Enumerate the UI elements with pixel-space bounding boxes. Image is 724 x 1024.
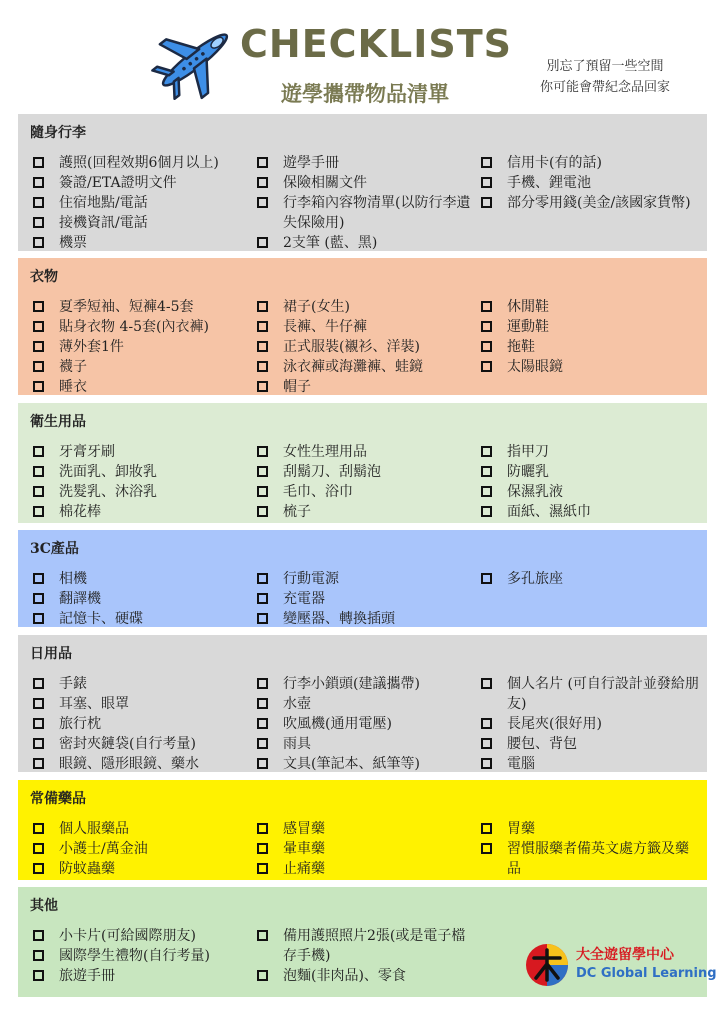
checklist-item [254, 462, 478, 482]
checklist-item-label: 住宿地點/電話 [59, 195, 148, 211]
checklist-item [254, 609, 478, 629]
checklist-item [30, 609, 254, 629]
checklist-item-label: 面紙、濕紙巾 [507, 504, 591, 520]
checkbox[interactable] [257, 301, 268, 312]
checkbox[interactable] [257, 157, 268, 168]
checklist-item-label: 行李小鎖頭(建議攜帶) [283, 676, 420, 692]
checklist-item-label: 行動電源 [283, 571, 339, 587]
checkbox[interactable] [33, 823, 44, 834]
checklist-item [30, 317, 254, 337]
checkbox[interactable] [481, 321, 492, 332]
checkbox[interactable] [33, 930, 44, 941]
checklist-column [30, 442, 254, 522]
page-header [0, 0, 724, 112]
checkbox[interactable] [33, 843, 44, 854]
checkbox[interactable] [257, 613, 268, 624]
checklist-item [30, 819, 254, 839]
brand-name-en: DC Global Learning [576, 966, 717, 981]
checkbox[interactable] [33, 506, 44, 517]
checklist-item-label: 水壺 [283, 696, 311, 712]
checklist-item [478, 153, 702, 173]
checklist-item-label: 感冒藥 [283, 821, 325, 837]
checkbox[interactable] [33, 361, 44, 372]
checkbox[interactable] [33, 197, 44, 208]
checklist-item [30, 442, 254, 462]
checklist-item [30, 462, 254, 482]
checkbox[interactable] [33, 321, 44, 332]
checklist-column [478, 569, 702, 629]
checklist-column [478, 153, 702, 253]
checkbox[interactable] [257, 506, 268, 517]
checklist-item [30, 153, 254, 173]
section-carry-on [18, 114, 707, 251]
checklist-item-label: 小卡片(可給國際朋友) [59, 928, 196, 944]
checklist-column [254, 569, 478, 629]
checklist-column [254, 819, 478, 879]
checklist-item-label: 變壓器、轉換插頭 [283, 611, 395, 627]
checklist-item [254, 377, 478, 397]
checklist-item [30, 754, 254, 774]
checkbox[interactable] [481, 718, 492, 729]
checklist-item-label: 個人名片 (可自行設計並發給朋友) [507, 676, 699, 712]
checklist-item [254, 442, 478, 462]
checklist-item [30, 734, 254, 754]
checkbox[interactable] [33, 593, 44, 604]
checkbox[interactable] [257, 381, 268, 392]
checklist-item-label: 女性生理用品 [283, 444, 367, 460]
checklist-item-label: 長尾夾(很好用) [507, 716, 602, 732]
checklist-item-label: 小護士/萬金油 [59, 841, 148, 857]
checklist-columns [30, 153, 707, 253]
checklist-item-label: 護照(回程效期6個月以上) [59, 155, 219, 171]
header-note-line: 你可能會帶紀念品回家 [539, 80, 670, 95]
checkbox[interactable] [257, 237, 268, 248]
checklist-item [30, 694, 254, 714]
checkbox[interactable] [481, 678, 492, 689]
checkbox[interactable] [257, 843, 268, 854]
checklist-column [30, 569, 254, 629]
section-title: 日用品 [30, 646, 72, 662]
checklist-item-label: 牙膏牙刷 [59, 444, 115, 460]
section-hygiene [18, 403, 707, 523]
checklist-item [30, 714, 254, 734]
checklist-item-label: 長褲、牛仔褲 [283, 319, 367, 335]
checklist-item [30, 859, 254, 879]
checklist-item-label: 簽證/ETA證明文件 [59, 175, 177, 191]
page-title: CHECKLISTS [240, 22, 512, 66]
checklist-item-label: 暈車藥 [283, 841, 325, 857]
checklist-item-label: 防曬乳 [507, 464, 549, 480]
checkbox[interactable] [257, 321, 268, 332]
checklist-columns [30, 442, 707, 522]
checkbox[interactable] [33, 863, 44, 874]
checklist-item-label: 洗面乳、卸妝乳 [59, 464, 157, 480]
checklist-column [30, 297, 254, 397]
checklist-item [254, 734, 478, 754]
checklist-item [254, 482, 478, 502]
checkbox[interactable] [481, 843, 492, 854]
checklist-column [254, 442, 478, 522]
section-title: 常備藥品 [30, 791, 86, 807]
checklist-item [254, 173, 478, 193]
checklist-column [30, 926, 254, 986]
checklist-item-label: 指甲刀 [507, 444, 549, 460]
checklist-item [30, 946, 254, 966]
checklist-item [30, 502, 254, 522]
checkbox[interactable] [481, 823, 492, 834]
checklist-item-label: 眼鏡、隱形眼鏡、藥水 [59, 756, 199, 772]
checkbox[interactable] [257, 738, 268, 749]
section-title: 隨身行李 [30, 125, 86, 141]
checkbox[interactable] [33, 718, 44, 729]
checkbox[interactable] [33, 381, 44, 392]
checklist-item [30, 839, 254, 859]
checklist-item-label: 薄外套1件 [59, 339, 124, 355]
checkbox[interactable] [257, 361, 268, 372]
checklist-item-label: 手機、鋰電池 [507, 175, 591, 191]
checkbox[interactable] [33, 157, 44, 168]
brand-name-cn: 大全遊留學中心 [576, 947, 674, 963]
checklist-item-label: 襪子 [59, 359, 87, 375]
checklist-item-label: 胃藥 [507, 821, 535, 837]
checklist-item [478, 337, 702, 357]
checklist-columns [30, 297, 707, 397]
checkbox[interactable] [257, 758, 268, 769]
section-clothing [18, 258, 707, 395]
section-medicine [18, 780, 707, 880]
checkbox[interactable] [257, 698, 268, 709]
checklist-columns [30, 674, 707, 774]
checklist-item-label: 太陽眼鏡 [507, 359, 563, 375]
checkbox[interactable] [33, 237, 44, 248]
checklist-column [30, 674, 254, 774]
checklist-item-label: 貼身衣物 4-5套(內衣褲) [59, 319, 209, 335]
checkbox[interactable] [481, 177, 492, 188]
checkbox[interactable] [481, 446, 492, 457]
checklist-item-label: 耳塞、眼罩 [59, 696, 129, 712]
checklist-item [478, 754, 702, 774]
checklist-item [254, 966, 478, 986]
section-title: 衛生用品 [30, 414, 86, 430]
checklist-item-label: 旅遊手冊 [59, 968, 115, 984]
checklist-column [30, 819, 254, 879]
checklist-item [478, 674, 702, 714]
section-daily-items [18, 635, 707, 772]
checklist-item [478, 297, 702, 317]
checklist-item [30, 297, 254, 317]
checkbox[interactable] [33, 341, 44, 352]
checklist-item-label: 備用護照照片2張(或是電子檔存手機) [283, 928, 466, 964]
checklist-item [254, 337, 478, 357]
checklist-column [478, 297, 702, 397]
checklist-item-label: 梳子 [283, 504, 311, 520]
checklist-item-label: 泡麵(非肉品)、零食 [283, 968, 406, 984]
checkbox[interactable] [33, 217, 44, 228]
airplane-icon [150, 20, 240, 100]
checklist-item [30, 193, 254, 213]
checklist-column [478, 442, 702, 522]
checklist-item [478, 819, 702, 839]
checklist-item [254, 569, 478, 589]
checkbox[interactable] [257, 573, 268, 584]
checklist-item-label: 個人服藥品 [59, 821, 129, 837]
checkbox[interactable] [481, 506, 492, 517]
checklist-item [254, 317, 478, 337]
checkbox[interactable] [33, 970, 44, 981]
checkbox[interactable] [33, 613, 44, 624]
checklist-item [254, 674, 478, 694]
checklist-item [30, 589, 254, 609]
checklist-item-label: 接機資訊/電話 [59, 215, 148, 231]
checklist-item-label: 翻譯機 [59, 591, 101, 607]
header-note-line: 別忘了預留一些空間 [546, 59, 664, 74]
checkbox[interactable] [33, 573, 44, 584]
checklist-item-label: 機票 [59, 235, 87, 251]
checklist-item-label: 保濕乳液 [507, 484, 563, 500]
checklist-item-label: 夏季短袖、短褲4-5套 [59, 299, 194, 315]
checklist-item [30, 357, 254, 377]
checkbox[interactable] [257, 930, 268, 941]
checkbox[interactable] [481, 157, 492, 168]
checklist-item [254, 926, 478, 966]
checklist-item [478, 569, 702, 589]
checklist-item-label: 手錶 [59, 676, 87, 692]
checklist-item [254, 297, 478, 317]
checklist-item-label: 密封夾鏈袋(自行考量) [59, 736, 196, 752]
checklist-item-label: 遊學手冊 [283, 155, 339, 171]
section-electronics [18, 530, 707, 627]
checklist-columns [30, 569, 707, 629]
checklist-item-label: 習慣服藥者備英文處方籤及藥品 [507, 841, 689, 877]
checklist-item [478, 173, 702, 193]
checklist-item-label: 相機 [59, 571, 87, 587]
checkbox[interactable] [257, 341, 268, 352]
section-title: 3C產品 [30, 541, 79, 557]
checkbox[interactable] [481, 197, 492, 208]
checklist-item [478, 839, 702, 879]
checklist-item-label: 毛巾、浴巾 [283, 484, 353, 500]
checkbox[interactable] [257, 466, 268, 477]
checklist-item-label: 旅行枕 [59, 716, 101, 732]
section-title: 衣物 [30, 269, 58, 285]
checkbox[interactable] [33, 466, 44, 477]
checklist-item [478, 482, 702, 502]
checkbox[interactable] [481, 486, 492, 497]
checklist-item-label: 雨具 [283, 736, 311, 752]
checklist-item [30, 674, 254, 694]
checklist-item-label: 吹風機(通用電壓) [283, 716, 392, 732]
checklist-item [254, 819, 478, 839]
checklist-item-label: 拖鞋 [507, 339, 535, 355]
checklist-item-label: 刮鬍刀、刮鬍泡 [283, 464, 381, 480]
checklist-item-label: 充電器 [283, 591, 325, 607]
checklist-column [30, 153, 254, 253]
checklist-item-label: 2支筆 (藍、黑) [283, 235, 378, 251]
checklist-column [254, 674, 478, 774]
checkbox[interactable] [257, 970, 268, 981]
checklist-item [254, 233, 478, 253]
checkbox[interactable] [257, 593, 268, 604]
checkbox[interactable] [481, 738, 492, 749]
checklist-item-label: 帽子 [283, 379, 311, 395]
checklist-item [254, 193, 478, 233]
checklist-item-label: 運動鞋 [507, 319, 549, 335]
checklist-item-label: 文具(筆記本、紙筆等) [283, 756, 420, 772]
checklist-column [478, 674, 702, 774]
checklist-item-label: 睡衣 [59, 379, 87, 395]
checklist-item [30, 337, 254, 357]
checklist-item [478, 357, 702, 377]
checklist-item [478, 462, 702, 482]
checkbox[interactable] [481, 301, 492, 312]
checklist-item [30, 569, 254, 589]
checklist-item-label: 腰包、背包 [507, 736, 577, 752]
checklist-item-label: 多孔旅座 [507, 571, 563, 587]
checkbox[interactable] [481, 466, 492, 477]
checklist-item [478, 502, 702, 522]
checkbox[interactable] [33, 177, 44, 188]
checklist-item [478, 714, 702, 734]
checkbox[interactable] [257, 197, 268, 208]
checklist-item [254, 153, 478, 173]
checklist-item [30, 213, 254, 233]
checklist-item-label: 休閒鞋 [507, 299, 549, 315]
checkbox[interactable] [257, 678, 268, 689]
checkbox[interactable] [481, 361, 492, 372]
checklist-item-label: 信用卡(有的話) [507, 155, 602, 171]
checkbox[interactable] [33, 738, 44, 749]
checklist-item [30, 173, 254, 193]
checkbox[interactable] [257, 823, 268, 834]
checklist-item-label: 國際學生禮物(自行考量) [59, 948, 210, 964]
checklist-item [254, 859, 478, 879]
header-note [505, 56, 705, 98]
checklist-item [254, 357, 478, 377]
checklist-item [478, 734, 702, 754]
checklist-item [478, 442, 702, 462]
checklist-item-label: 記憶卡、硬碟 [59, 611, 143, 627]
checklist-item [30, 482, 254, 502]
checklist-item-label: 行李箱內容物清單(以防行李遺失保險用) [283, 195, 471, 231]
checkbox[interactable] [33, 678, 44, 689]
checklist-column [254, 297, 478, 397]
checklist-item-label: 止痛藥 [283, 861, 325, 877]
checkbox[interactable] [257, 863, 268, 874]
checkbox[interactable] [33, 758, 44, 769]
page-subtitle: 遊學攜帶物品清單 [281, 82, 449, 106]
checklist-column [254, 153, 478, 253]
checklist-columns [30, 819, 707, 879]
checklist-item [254, 502, 478, 522]
checklist-item [254, 754, 478, 774]
checklist-item-label: 防蚊蟲藥 [59, 861, 115, 877]
dc-logo-icon [524, 942, 570, 988]
checkbox[interactable] [33, 446, 44, 457]
checklist-item-label: 泳衣褲或海灘褲、蛙鏡 [283, 359, 423, 375]
checklist-item [254, 694, 478, 714]
checklist-item [254, 839, 478, 859]
checkbox[interactable] [257, 177, 268, 188]
checklist-item [478, 193, 702, 213]
checklist-item [254, 714, 478, 734]
checkbox[interactable] [481, 341, 492, 352]
checklist-item-label: 正式服裝(襯衫、洋裝) [283, 339, 420, 355]
checklist-item [254, 589, 478, 609]
checklist-item-label: 電腦 [507, 756, 535, 772]
checklist-item [478, 317, 702, 337]
checkbox[interactable] [33, 301, 44, 312]
checklist-item-label: 棉花棒 [59, 504, 101, 520]
checklist-item-label: 保險相關文件 [283, 175, 367, 191]
checklist-item [30, 233, 254, 253]
checklist-item-label: 洗髮乳、沐浴乳 [59, 484, 157, 500]
checklist-item-label: 部分零用錢(美金/該國家貨幣) [507, 195, 691, 211]
checklist-item [30, 377, 254, 397]
checkbox[interactable] [257, 446, 268, 457]
checkbox[interactable] [33, 486, 44, 497]
checkbox[interactable] [481, 573, 492, 584]
checkbox[interactable] [33, 950, 44, 961]
checklist-item [30, 966, 254, 986]
checkbox[interactable] [481, 758, 492, 769]
section-title: 其他 [30, 898, 58, 914]
checkbox[interactable] [257, 718, 268, 729]
checkbox[interactable] [257, 486, 268, 497]
checklist-item [30, 926, 254, 946]
checklist-column [478, 819, 702, 879]
checklist-item-label: 裙子(女生) [283, 299, 350, 315]
checklist-column [254, 926, 478, 986]
brand-logo [524, 942, 717, 990]
checkbox[interactable] [33, 698, 44, 709]
